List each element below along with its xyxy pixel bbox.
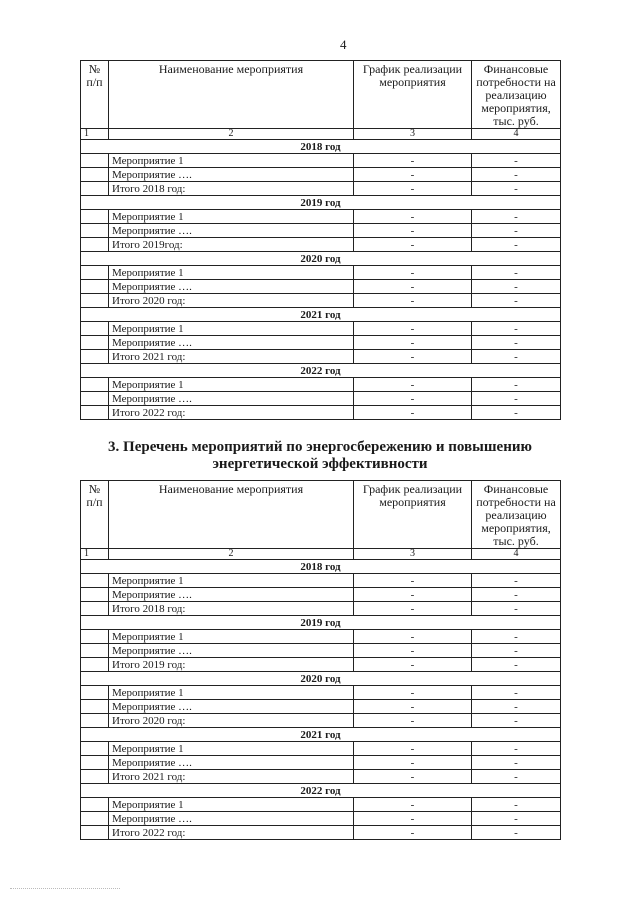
activity-name: Мероприятие 1 [109,742,354,756]
activity-name: Мероприятие …. [109,392,354,406]
finance-value: - [472,756,561,770]
total-row [81,714,561,728]
schedule-value: - [354,630,472,644]
finance-value: - [472,798,561,812]
row-number [81,658,109,672]
finance-value: - [472,812,561,826]
activity-name: Мероприятие 1 [109,574,354,588]
finance-value: - [472,154,561,168]
table-header-row [81,61,561,129]
schedule-value: - [354,154,472,168]
year-label: 2018 год [81,140,561,154]
column-index: 3 [354,549,472,560]
activity-name: Мероприятие 1 [109,266,354,280]
year-label: 2018 год [81,560,561,574]
table-row [81,574,561,588]
activity-name: Мероприятие 1 [109,154,354,168]
total-row [81,406,561,420]
row-number [81,280,109,294]
activity-name: Итого 2020 год: [109,714,354,728]
finance-value: - [472,588,561,602]
column-index: 2 [109,129,354,140]
finance-value: - [472,574,561,588]
column-index-row [81,549,561,560]
row-number [81,154,109,168]
year-label: 2020 год [81,252,561,266]
year-label: 2019 год [81,196,561,210]
header-number: № п/п [81,61,109,129]
row-number [81,826,109,840]
finance-value: - [472,770,561,784]
schedule-value: - [354,294,472,308]
header-activity-name: Наименование мероприятия [109,481,354,549]
table-row [81,392,561,406]
finance-value: - [472,644,561,658]
schedule-value: - [354,756,472,770]
column-index: 4 [472,129,561,140]
year-row [81,364,561,378]
table-header-row [81,481,561,549]
finance-value: - [472,294,561,308]
schedule-value: - [354,770,472,784]
schedule-value: - [354,574,472,588]
activity-name: Мероприятие 1 [109,686,354,700]
total-row [81,238,561,252]
schedule-value: - [354,798,472,812]
year-label: 2021 год [81,728,561,742]
table-row [81,644,561,658]
section-title [80,439,560,473]
activity-name: Итого 2022 год: [109,406,354,420]
column-index: 3 [354,129,472,140]
row-number [81,238,109,252]
table-row [81,210,561,224]
year-row [81,784,561,798]
schedule-value: - [354,812,472,826]
schedule-value: - [354,182,472,196]
row-number [81,168,109,182]
section-title-line: 3. Перечень мероприятий по энергосбережению и повышению [108,439,532,455]
year-label: 2022 год [81,784,561,798]
schedule-value: - [354,658,472,672]
activity-name: Мероприятие 1 [109,630,354,644]
table-row [81,588,561,602]
row-number [81,406,109,420]
header-finance: Финансовые потребности на реализацию мероприятия, тыс. руб. [472,481,561,549]
header-activity-name: Наименование мероприятия [109,61,354,129]
schedule-value: - [354,336,472,350]
column-index: 2 [109,549,354,560]
table-row [81,224,561,238]
table-row [81,686,561,700]
year-label: 2019 год [81,616,561,630]
schedule-value: - [354,322,472,336]
finance-value: - [472,336,561,350]
header-schedule: График реализации мероприятия [354,481,472,549]
column-index: 4 [472,549,561,560]
total-row [81,182,561,196]
column-index-row [81,129,561,140]
finance-value: - [472,210,561,224]
row-number [81,336,109,350]
finance-value: - [472,238,561,252]
table-row [81,336,561,350]
year-row [81,308,561,322]
total-row [81,294,561,308]
table-row [81,266,561,280]
activity-name: Итого 2019 год: [109,658,354,672]
year-label: 2020 год [81,672,561,686]
scan-artifact [10,888,120,891]
activity-name: Итого 2019год: [109,238,354,252]
column-index: 1 [81,549,109,560]
row-number [81,700,109,714]
header-schedule: График реализации мероприятия [354,61,472,129]
schedule-value: - [354,826,472,840]
section-title-line: энергетической эффективности [212,456,428,472]
finance-value: - [472,686,561,700]
schedule-value: - [354,686,472,700]
total-row [81,770,561,784]
row-number [81,588,109,602]
year-row [81,560,561,574]
year-row [81,196,561,210]
row-number [81,182,109,196]
activity-name: Мероприятие …. [109,644,354,658]
activity-name: Мероприятие …. [109,336,354,350]
schedule-value: - [354,350,472,364]
row-number [81,294,109,308]
finance-value: - [472,826,561,840]
activity-name: Мероприятие …. [109,700,354,714]
schedule-value: - [354,742,472,756]
finance-value: - [472,714,561,728]
row-number [81,756,109,770]
table-row [81,280,561,294]
finance-value: - [472,742,561,756]
row-number [81,574,109,588]
activity-name: Мероприятие 1 [109,798,354,812]
page-number: 4 [340,37,347,52]
table-row [81,742,561,756]
schedule-value: - [354,588,472,602]
activities-table-2 [80,480,561,840]
activity-name: Мероприятие …. [109,280,354,294]
finance-value: - [472,280,561,294]
row-number [81,770,109,784]
row-number [81,686,109,700]
activity-name: Итого 2018 год: [109,602,354,616]
finance-value: - [472,224,561,238]
activity-name: Мероприятие 1 [109,210,354,224]
row-number [81,266,109,280]
finance-value: - [472,630,561,644]
finance-value: - [472,406,561,420]
row-number [81,392,109,406]
table2-body [81,560,561,840]
table-row [81,700,561,714]
total-row [81,602,561,616]
table-row [81,154,561,168]
schedule-value: - [354,224,472,238]
finance-value: - [472,182,561,196]
header-finance: Финансовые потребности на реализацию мероприятия, тыс. руб. [472,61,561,129]
table-row [81,756,561,770]
activity-name: Мероприятие …. [109,168,354,182]
table-row [81,378,561,392]
row-number [81,224,109,238]
table-row [81,168,561,182]
finance-value: - [472,266,561,280]
activity-name: Мероприятие …. [109,756,354,770]
row-number [81,644,109,658]
schedule-value: - [354,210,472,224]
finance-value: - [472,700,561,714]
schedule-value: - [354,378,472,392]
row-number [81,714,109,728]
table-row [81,322,561,336]
header-number: № п/п [81,481,109,549]
finance-value: - [472,658,561,672]
schedule-value: - [354,168,472,182]
row-number [81,742,109,756]
activity-name: Мероприятие …. [109,812,354,826]
activity-name: Итого 2020 год: [109,294,354,308]
schedule-value: - [354,714,472,728]
year-label: 2022 год [81,364,561,378]
schedule-value: - [354,602,472,616]
year-row [81,672,561,686]
year-label: 2021 год [81,308,561,322]
activity-name: Итого 2021 год: [109,770,354,784]
row-number [81,210,109,224]
total-row [81,350,561,364]
total-row [81,658,561,672]
year-row [81,616,561,630]
activity-name: Мероприятие 1 [109,378,354,392]
schedule-value: - [354,266,472,280]
row-number [81,798,109,812]
year-row [81,728,561,742]
schedule-value: - [354,644,472,658]
column-index: 1 [81,129,109,140]
schedule-value: - [354,700,472,714]
activities-table-1 [80,60,561,420]
year-row [81,252,561,266]
finance-value: - [472,168,561,182]
activity-name: Мероприятие 1 [109,322,354,336]
row-number [81,630,109,644]
activity-name: Мероприятие …. [109,588,354,602]
finance-value: - [472,322,561,336]
schedule-value: - [354,406,472,420]
table1-body [81,140,561,420]
schedule-value: - [354,280,472,294]
table-row [81,630,561,644]
row-number [81,350,109,364]
row-number [81,812,109,826]
total-row [81,826,561,840]
schedule-value: - [354,392,472,406]
finance-value: - [472,602,561,616]
year-row [81,140,561,154]
finance-value: - [472,350,561,364]
row-number [81,378,109,392]
row-number [81,322,109,336]
finance-value: - [472,392,561,406]
finance-value: - [472,378,561,392]
table-row [81,798,561,812]
activity-name: Мероприятие …. [109,224,354,238]
row-number [81,602,109,616]
schedule-value: - [354,238,472,252]
table-row [81,812,561,826]
activity-name: Итого 2018 год: [109,182,354,196]
activity-name: Итого 2021 год: [109,350,354,364]
activity-name: Итого 2022 год: [109,826,354,840]
